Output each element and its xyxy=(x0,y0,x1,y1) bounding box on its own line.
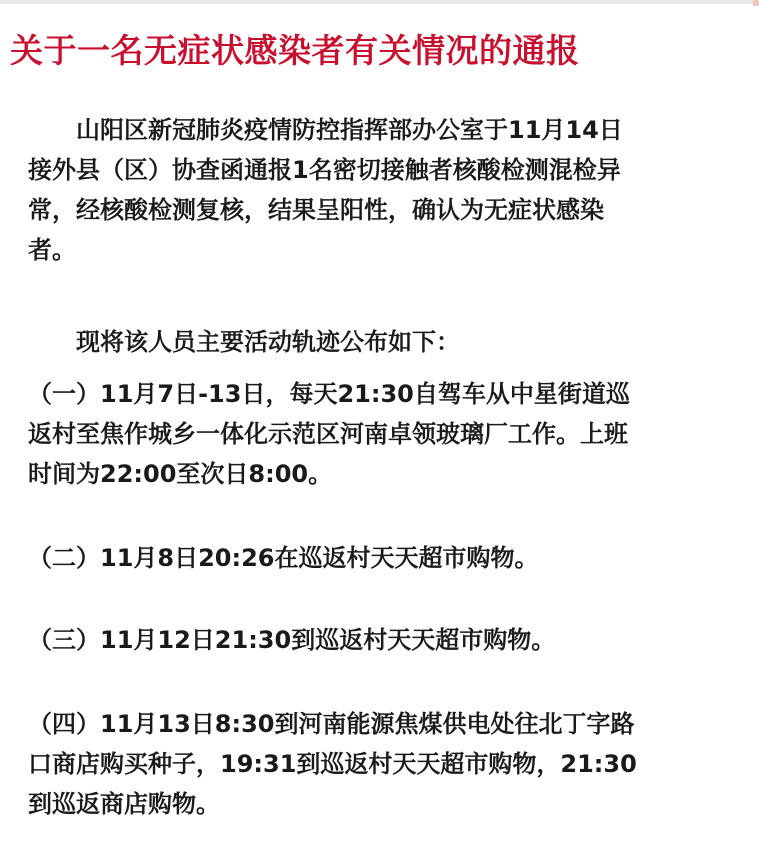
paragraph-trajectory-heading: 现将该人员主要活动轨迹公布如下： xyxy=(28,328,460,356)
trajectory-item-1: （一）11月7日-13日，每天21:30自驾车从中星街道巡 返村至焦作城乡一体化示范区河南卓领玻璃厂工作。上班 时间为22:00至次日8:00。 xyxy=(28,380,630,488)
trajectory-item-2: （二）11月8日20:26在巡返村天天超市购物。 xyxy=(28,544,539,572)
paragraph-intro: 山阳区新冠肺炎疫情防控指挥部办公室于11月14日 接外县（区）协查函通报1名密切接触者核酸检测混检异 常，经核酸检测复核，结果呈阳性，确认为无症状感染 者。 xyxy=(28,116,623,264)
trajectory-item-4: （四）11月13日8:30到河南能源焦煤供电处往北丁字路 口商店购买种子，19:31到巡返村天天超市购物，21:30 到巡返商店购物。 xyxy=(28,710,637,818)
corner-accent xyxy=(753,0,759,6)
top-divider xyxy=(0,0,759,4)
trajectory-item-3: （三）11月12日21:30到巡返村天天超市购物。 xyxy=(28,626,556,654)
notice-title: 关于一名无症状感染者有关情况的通报 xyxy=(10,31,580,70)
